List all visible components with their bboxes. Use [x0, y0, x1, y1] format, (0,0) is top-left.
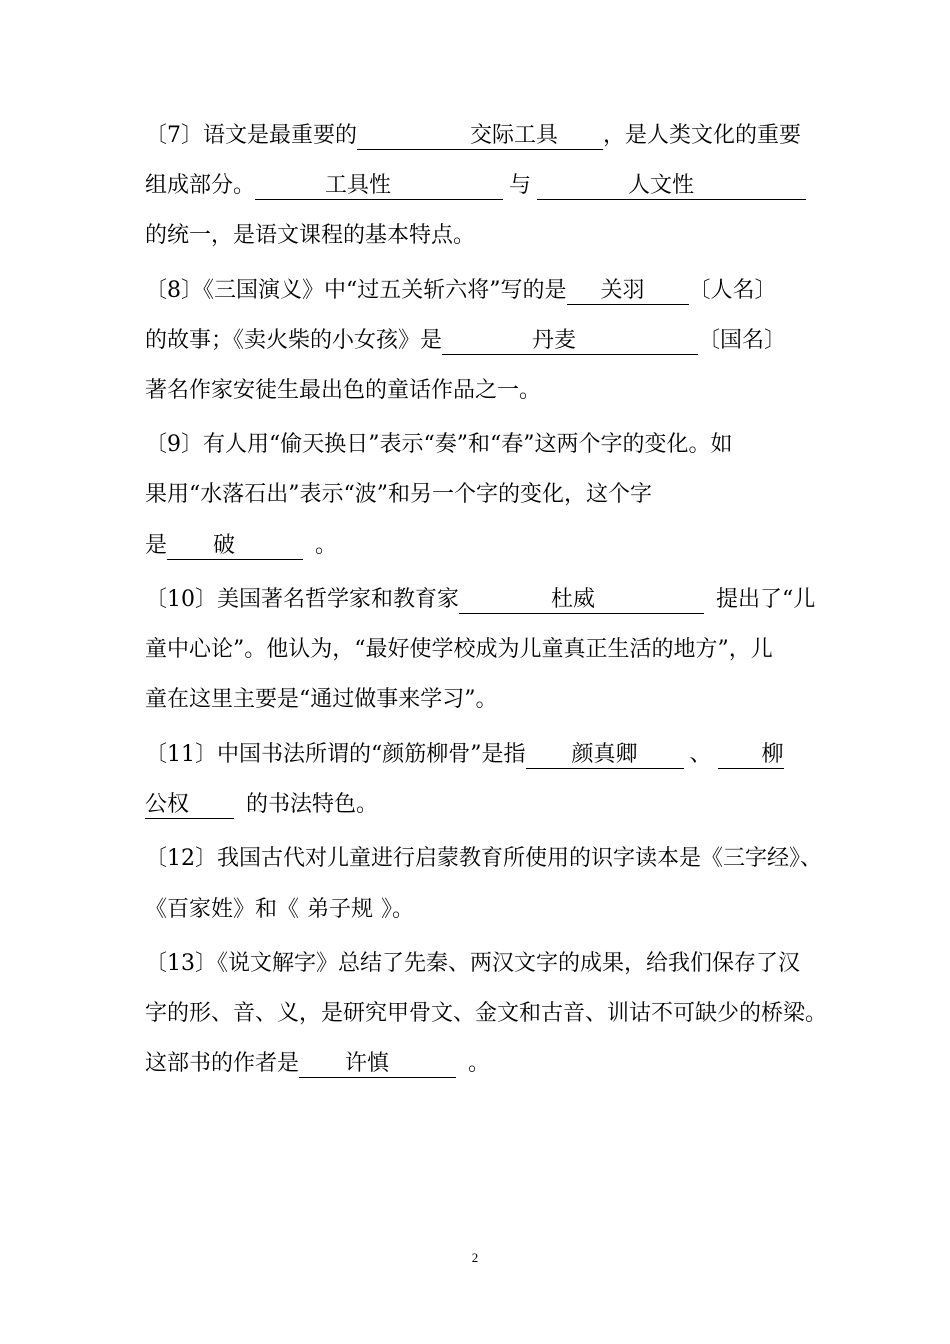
q10-text-4: 童在这里主要是“通过做事来学习”。	[145, 687, 498, 712]
q11-line-2	[145, 790, 378, 820]
q7-answer-3: 人文性	[537, 173, 806, 200]
q7-line-1	[145, 121, 801, 151]
q13-text-3: 这部书的作者是	[145, 1051, 300, 1076]
q9-text-4: 。	[315, 533, 338, 558]
q7-line-3	[145, 221, 475, 251]
q9-text-2: 果用“水落石出”表示“波”和另一个字的变化，这个字	[145, 482, 652, 507]
q12-text-3: 》。	[381, 897, 415, 922]
q13-line-3	[145, 1049, 490, 1079]
q8-answer-1: 关羽	[567, 278, 689, 305]
q12-line-1	[145, 844, 822, 874]
q12-text-2: 《百家姓》和《	[145, 897, 300, 922]
q7-answer-1: 交际工具	[357, 123, 603, 150]
q7-text-1: 〔7〕语文是最重要的	[145, 123, 357, 148]
q7-answer-2: 工具性	[255, 173, 503, 200]
q10-text-2: 提出了“儿	[716, 587, 816, 612]
q7-text-4: 与	[509, 173, 532, 198]
q7-line-2	[145, 171, 806, 201]
q9-answer-1: 破	[167, 533, 303, 560]
q13-text-4: 。	[468, 1051, 491, 1076]
q8-text-4: 〔国名〕	[698, 328, 787, 353]
q11-text-1: 〔11〕中国书法所谓的“颜筋柳骨”是指	[145, 742, 526, 767]
q8-text-2: 〔人名〕	[688, 278, 777, 303]
q11-line-1	[145, 740, 784, 770]
q13-text-1: 〔13〕《说文解字》总结了先秦、两汉文字的成果，给我们保存了汉	[145, 951, 800, 976]
q13-line-1	[145, 949, 800, 979]
q8-text-3: 的故事；《卖火柴的小女孩》是	[145, 328, 443, 353]
q9-text-1: 〔9〕有人用“偷天换日”表示“奏”和“春”这两个字的变化。如	[145, 432, 733, 457]
q13-line-2	[145, 999, 827, 1029]
q10-line-2	[145, 635, 773, 665]
q7-text-5: 的统一，是语文课程的基本特点。	[145, 223, 476, 248]
q9-line-2	[145, 480, 652, 510]
q8-line-2	[145, 326, 786, 356]
q12-line-2	[145, 895, 414, 925]
q7-text-2: ，是人类文化的重要	[603, 123, 802, 148]
q9-line-3	[145, 531, 337, 561]
q8-line-3	[145, 376, 541, 406]
page-number: 2	[471, 1250, 479, 1265]
q8-answer-2: 丹麦	[442, 328, 698, 355]
q9-text-3: 是	[145, 533, 168, 558]
q13-text-2: 字的形、音、义，是研究甲骨文、金文和古音、训诂不可缺少的桥梁。	[145, 1001, 828, 1026]
q11-text-2: 、	[689, 742, 712, 767]
q11-answer-2-part1: 柳	[718, 742, 784, 769]
q10-line-3	[145, 685, 498, 715]
q8-text-1: 〔8〕《三国演义》中“过五关斩六将”写的是	[145, 278, 567, 303]
q13-answer-1: 许慎	[299, 1051, 456, 1078]
q12-answer-1: 弟子规	[307, 897, 374, 922]
q10-text-3: 童中心论”。他认为，“最好使学校成为儿童真正生活的地方”，儿	[145, 637, 773, 662]
q8-line-1	[145, 276, 777, 306]
q10-answer-1: 杜威	[459, 587, 704, 614]
q8-text-5: 著名作家安徒生最出色的童话作品之一。	[145, 378, 542, 403]
q7-text-3: 组成部分。	[145, 173, 256, 198]
q10-line-1	[145, 585, 815, 615]
q11-answer-2-part2: 公权	[145, 792, 234, 819]
q11-answer-1: 颜真卿	[526, 742, 684, 769]
q10-text-1: 〔10〕美国著名哲学家和教育家	[145, 587, 459, 612]
q11-text-3: 的书法特色。	[246, 792, 379, 817]
q9-line-1	[145, 430, 732, 460]
q12-text-1: 〔12〕我国古代对儿童进行启蒙教育所使用的识字读本是《三字经》、	[145, 846, 822, 871]
